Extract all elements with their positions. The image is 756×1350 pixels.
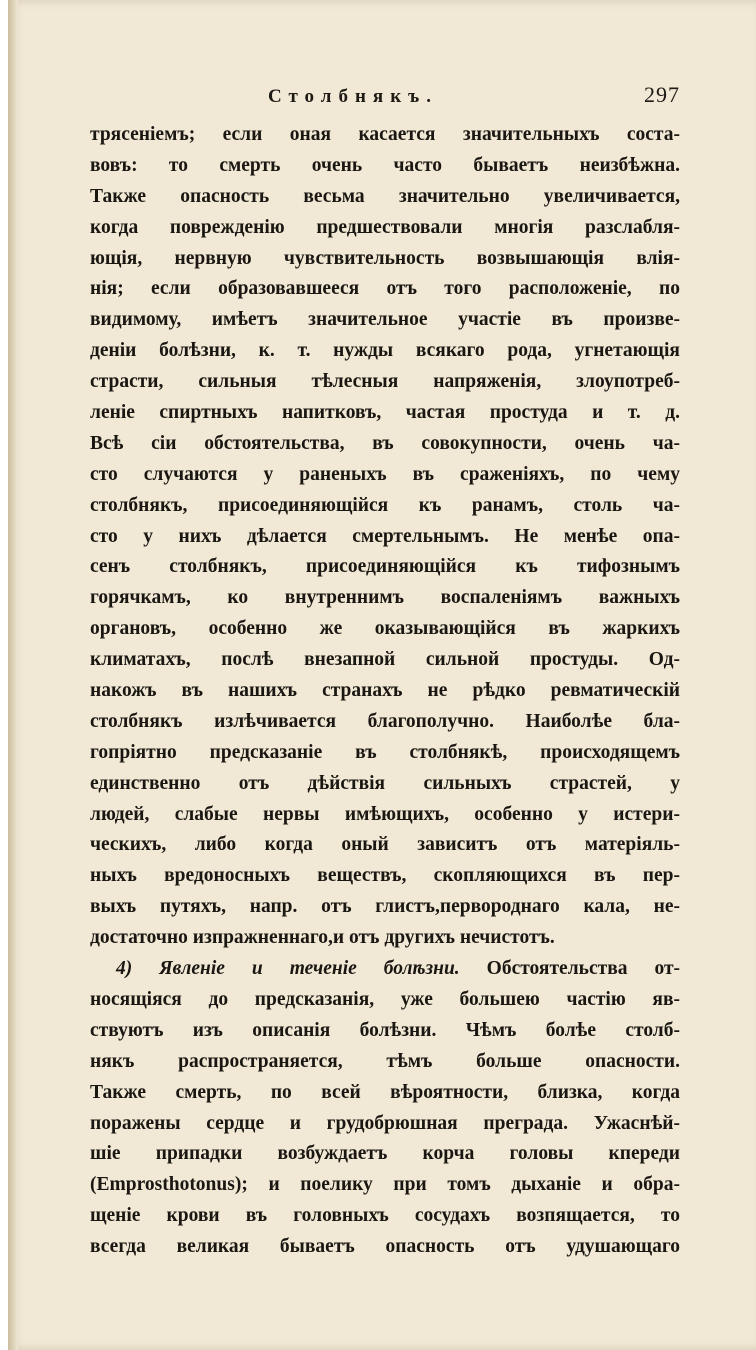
text-line: деніи болѣзни, к. т. нужды всякаго рода, угнетающія	[90, 340, 680, 362]
text-line: органовъ, особенно же оказывающійся въ жаркихъ	[90, 618, 680, 640]
text-line: климатахъ, послѣ внезапной сильной простуды. Од-	[90, 649, 680, 671]
text-line: единственно отъ дѣйствія сильныхъ страстей, у	[90, 772, 680, 794]
text-line: ческихъ, либо когда оный зависитъ отъ матеріяль-	[90, 834, 680, 856]
text-line: носящіяся до предсказанія, уже большею частію яв-	[90, 988, 680, 1010]
section-heading: Явленіе и теченіе болѣзни.	[159, 958, 460, 980]
text-line: трясеніемъ; если оная касается значительныхъ соста-	[90, 124, 680, 145]
text-line: поражены сердце и грудобрюшная преграда. Ужаснѣй-	[90, 1112, 680, 1134]
text-line: горячкамъ, ко внутреннимъ воспаленіямъ важныхъ	[90, 587, 680, 609]
text-line: людей, слабые нервы имѣющихъ, особенно у истери-	[90, 803, 680, 825]
text-line: достаточно изпражненнаго,и отъ другихъ нечистотъ.	[90, 927, 555, 949]
text-line: столбнякъ излѣчивается благополучно. Наиболѣе бла-	[90, 710, 680, 732]
page-edge-shadow	[8, 0, 18, 1350]
text-line: Также опасность весьма значительно увеличивается,	[90, 185, 680, 207]
text-line: столбнякъ, присоединяющійся къ ранамъ, столь ча-	[90, 494, 680, 516]
body-text	[90, 120, 680, 1263]
section-first-line-text: Обстоятельства от-	[486, 958, 680, 980]
text-line: выхъ путяхъ, напр. отъ глистъ,первороднаго кала, не-	[90, 896, 680, 918]
text-line: сенъ столбнякъ, присоединяющійся къ тифознымъ	[90, 556, 680, 578]
text-line: видимому, имѣетъ значительное участіе въ произве-	[90, 309, 680, 331]
text-line: накожъ въ нашихъ странахъ не рѣдко ревматическій	[90, 680, 680, 702]
text-line: ющія, нервную чувствительность возвышающія влія-	[90, 247, 680, 269]
text-line: ныхъ вредоносныхъ веществъ, скопляющихся въ пер-	[90, 865, 680, 887]
text-line: сто случаются у раненыхъ въ сраженіяхъ, по чему	[90, 463, 680, 485]
text-line: когда поврежденію предшествовали многія разслабля-	[90, 216, 680, 238]
text-line: всегда великая бываетъ опасность отъ удушающаго	[90, 1236, 680, 1258]
text-line: гопріятно предсказаніе въ столбнякѣ, происходящемъ	[90, 741, 680, 763]
text-line: (Emprosthotonus); и поелику при томъ дыханіе и обра-	[90, 1174, 680, 1196]
running-header	[90, 82, 680, 112]
text-line: нія; если образовавшееся отъ того расположеніе, по	[90, 278, 680, 300]
text-line: вовъ: то смерть очень часто бываетъ неизбѣжна.	[90, 154, 680, 176]
text-line: някъ распространяется, тѣмъ больше опасности.	[90, 1050, 680, 1072]
text-line: сто у нихъ дѣлается смертельнымъ. Не менѣе опа-	[90, 525, 680, 547]
page-number: 297	[644, 82, 680, 107]
text-line: щеніе крови въ головныхъ сосудахъ возпящается, то	[90, 1205, 680, 1227]
text-line: шіе припадки возбуждаетъ корча головы кпереди	[90, 1143, 680, 1165]
text-line: страсти, сильныя тѣлесныя напряженія, злоупотреб-	[90, 371, 680, 393]
section-number: 4)	[116, 958, 133, 980]
text-line: леніе спиртныхъ напитковъ, частая простуда и т. д.	[90, 402, 680, 424]
running-title: Столбнякъ.	[268, 86, 438, 107]
text-line: Также смерть, по всей вѣроятности, близка, когда	[90, 1081, 680, 1103]
section-first-line	[90, 954, 680, 985]
text-line: Всѣ сіи обстоятельства, въ совокупности, очень ча-	[90, 432, 680, 454]
text-line: ствуютъ изъ описанія болѣзни. Чѣмъ болѣе столб-	[90, 1019, 680, 1041]
